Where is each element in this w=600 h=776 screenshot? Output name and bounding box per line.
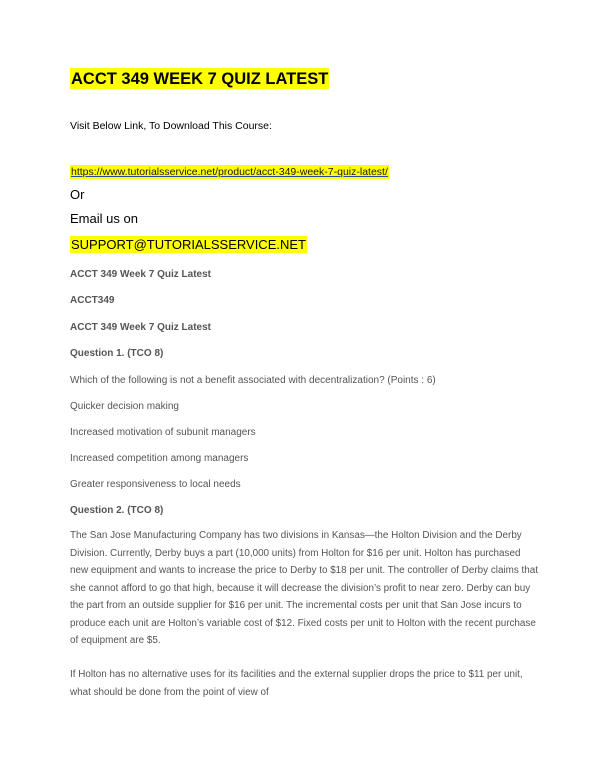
visit-link-instruction: Visit Below Link, To Download This Course: <box>70 120 272 132</box>
course-code: ACCT349 <box>70 295 115 306</box>
question-1-option: Greater responsiveness to local needs <box>70 479 241 490</box>
course-heading-repeat: ACCT 349 Week 7 Quiz Latest <box>70 322 211 333</box>
document-title: ACCT 349 WEEK 7 QUIZ LATEST <box>71 70 329 88</box>
question-1-option: Increased motivation of subunit managers <box>70 427 256 438</box>
support-email[interactable]: SUPPORT@TUTORIALSSERVICE.NET <box>71 237 306 252</box>
course-download-link[interactable]: https://www.tutorialsservice.net/product/acct-349-week-7-quiz-latest/ <box>71 166 388 178</box>
question-2-text: The San Jose Manufacturing Company has two divisions in Kansas—the Holton Division and the Derby Division. Currently, Derby buys a part (10,000 units) from Holton for $16 per unit. Holton has purchased new equipment and wants to increase the price to Derby to $18 per unit. The controller of Derby claims that she cannot afford to go that high, because it will decrease the division’s profit to near zero. Derby can buy the part from an outside supplier for $16 per unit. The incremental costs per unit that San Jose incurs to produce each unit are Holton’s variable cost of $12. Fixed costs per unit to Holton with the recent purchase of equipment are $5. <box>70 530 539 646</box>
question-2-label: Question 2. (TCO 8) <box>70 505 164 516</box>
question-1-text: Which of the following is not a benefit associated with decentralization? (Points : 6) <box>70 375 436 386</box>
course-heading: ACCT 349 Week 7 Quiz Latest <box>70 269 211 280</box>
or-separator: Or <box>70 187 85 202</box>
question-1-option: Increased competition among managers <box>70 453 249 464</box>
email-us-label: Email us on <box>70 211 138 226</box>
question-1-option: Quicker decision making <box>70 401 179 412</box>
question-2-followup: If Holton has no alternative uses for its facilities and the external supplier drops the price to $11 per unit, what should be done from the point of view of <box>70 669 523 698</box>
question-1-label: Question 1. (TCO 8) <box>70 348 164 359</box>
